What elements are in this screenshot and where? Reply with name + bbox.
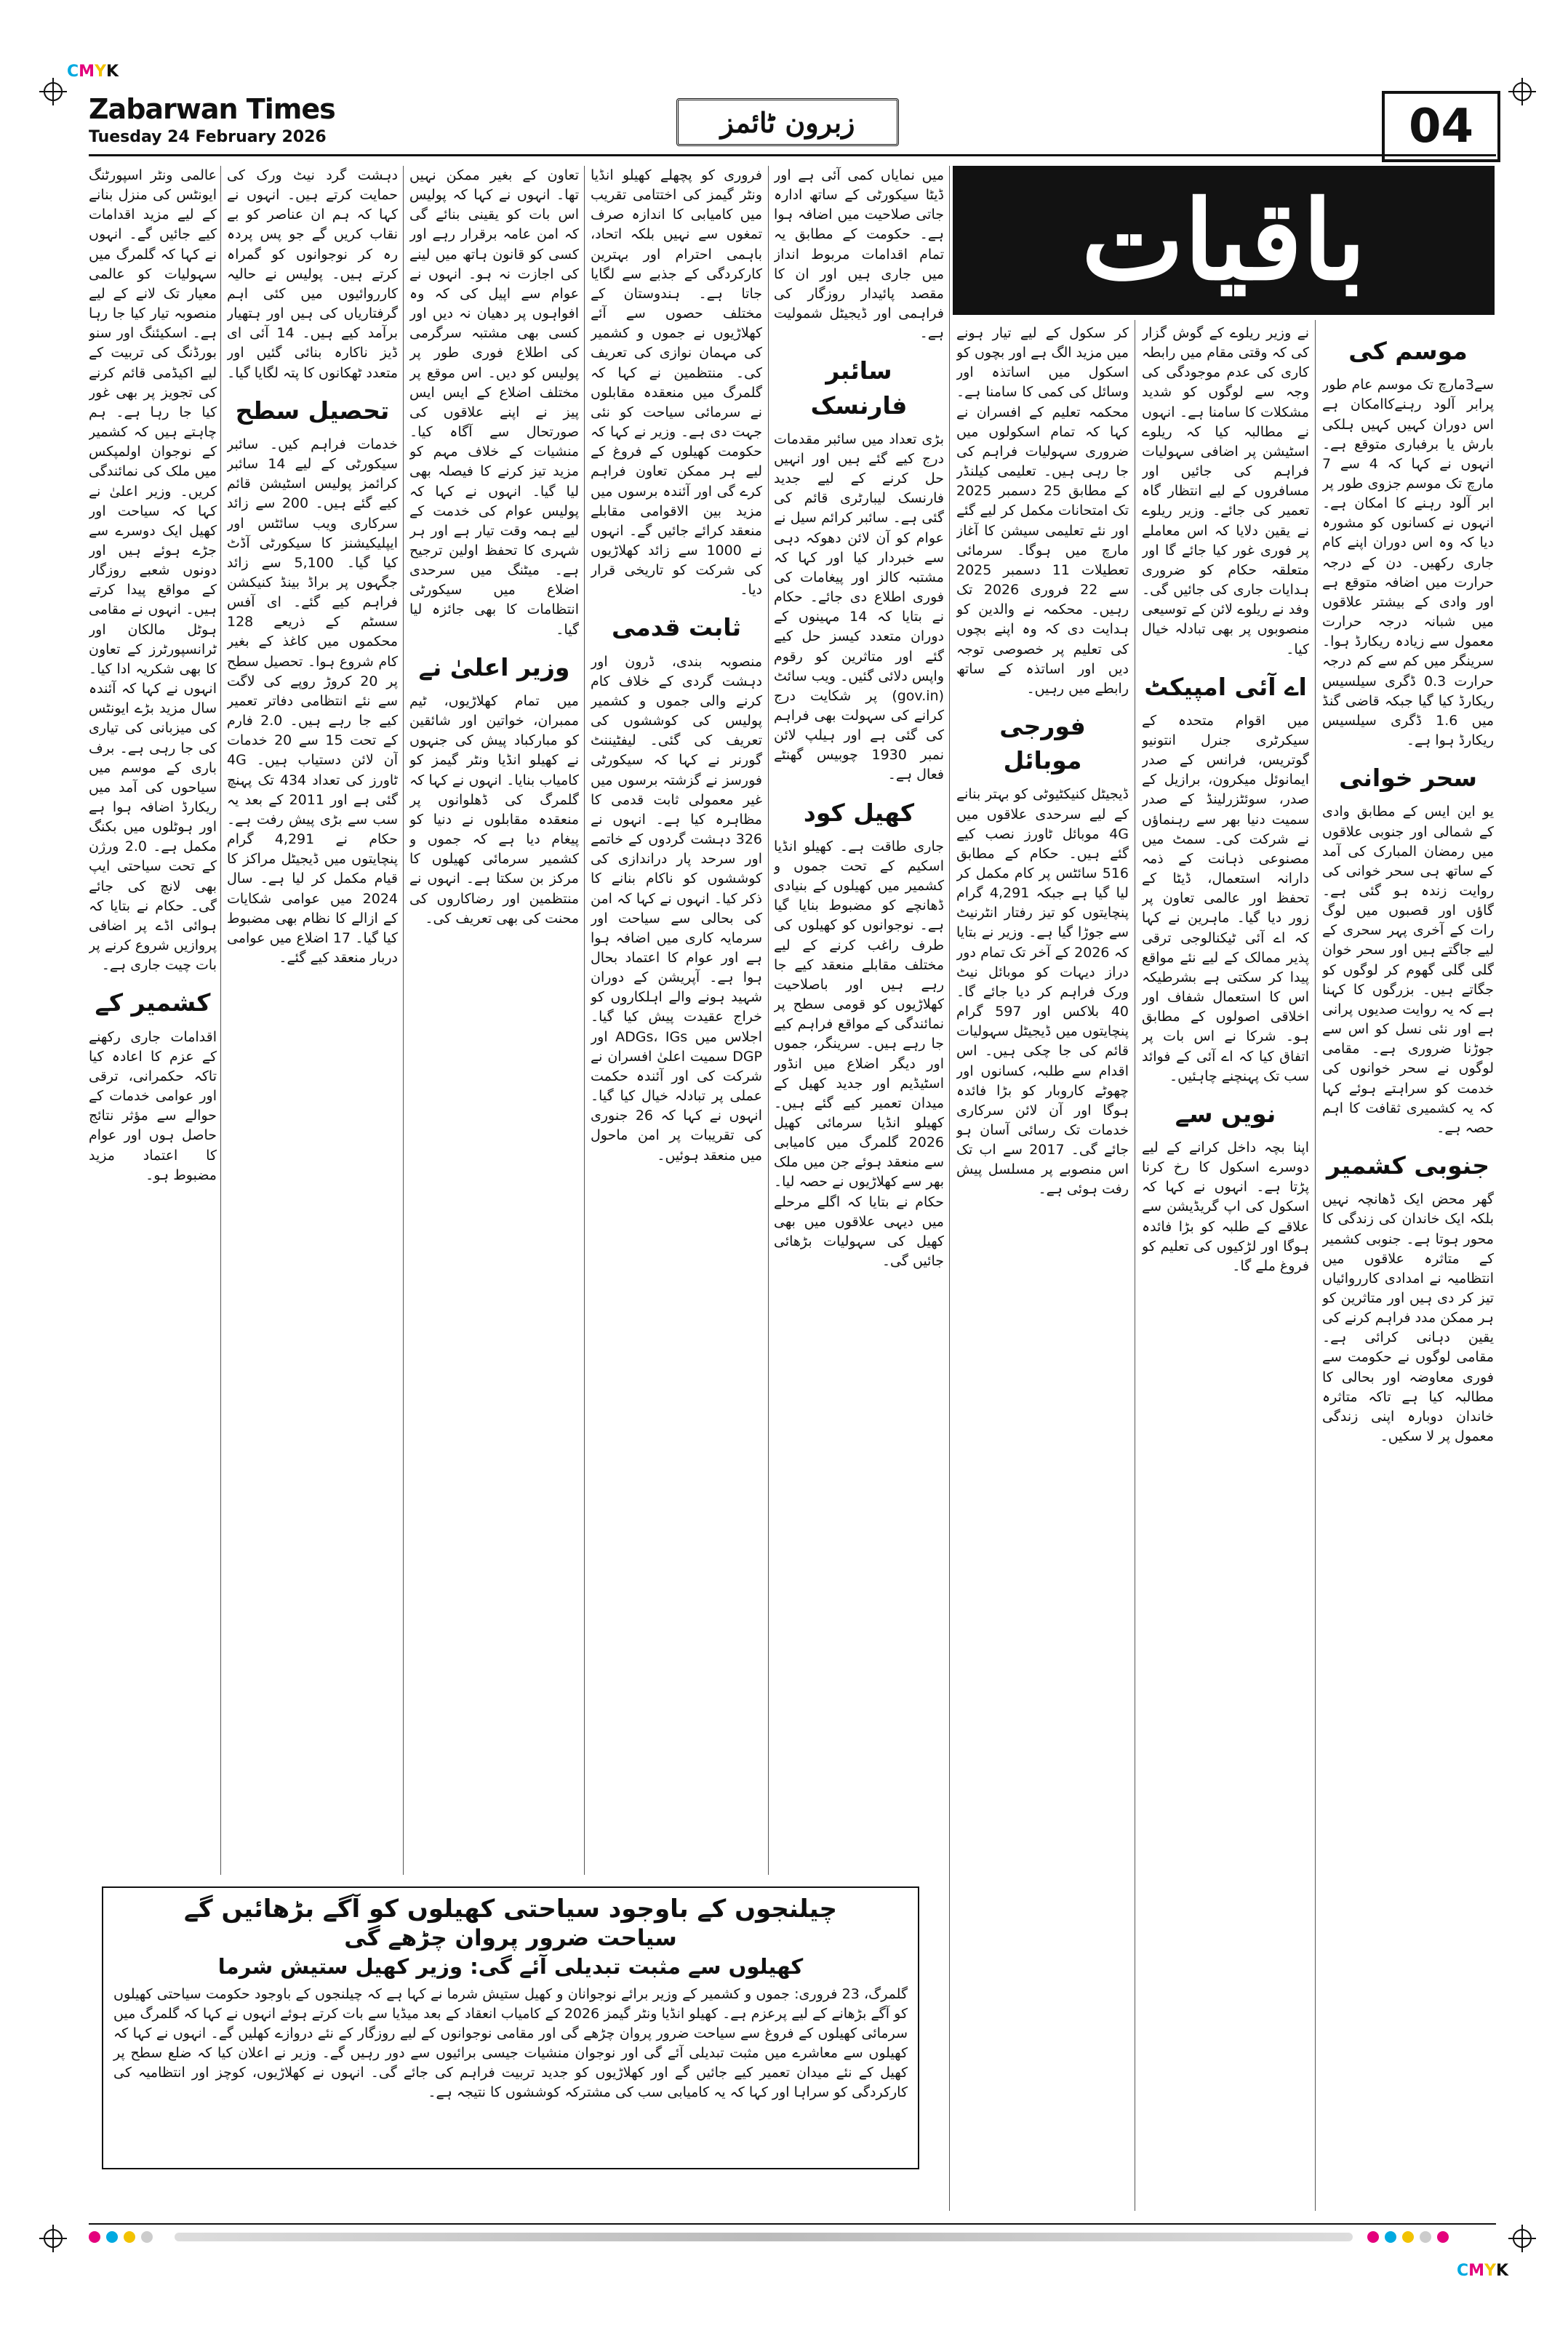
article-column-2: [1142, 324, 1309, 2214]
registration-mark-bottom-left: [44, 2229, 63, 2248]
urdu-logo-text: زبرون ٹائمز: [720, 105, 855, 139]
masthead-left: [89, 93, 335, 146]
section-banner: [953, 166, 1495, 315]
article-paragraph: میں تمام کھلاڑیوں، ٹیم ممبران، خواتین اور شائقین کو مبارکباد پیش کی جنہوں نے کھیلو انڈیا ونٹر گیمز کو کامیاب بنایا۔ انہوں نے کہا کہ گلمرگ کی ڈھلوانوں پر منعقدہ مقابلوں نے دنیا کو پیغام دیا ہے کہ جموں و کشمیر سرمائی کھیلوں کا مرکز بن سکتا ہے۔ انہوں نے منتظمین اور رضاکاروں کی محنت کی بھی تعریف کی۔: [409, 692, 579, 927]
article-paragraph: خدمات فراہم کیں۔ سائبر سیکورٹی کے لیے 14 سائبر کرائمز پولیس اسٹیشن قائم کیے گئے ہیں۔ 200 سے زائد سرکاری ویب سائٹس اور ایپلیکیشنز کا سیکورٹی آڈٹ کیا گیا۔ 5,100 سے زائد جگہوں پر براڈ بینڈ کنیکشن فراہم کیے گئے۔ ای آفس سسٹم کے ذریعے 128 محکموں میں کاغذ کے بغیر کام شروع ہوا۔ تحصیل سطح پر 20 کروڑ روپے کی لاگت سے نئے انتظامی دفاتر تعمیر کیے جا رہے ہیں۔ 2.0 فارم کے تحت 15 سے 20 خدمات آن لائن دستیاب ہیں۔ 4G ٹاورز کی تعداد 434 تک پہنچ گئی ہے اور 2011 کے بعد یہ سب سے بڑی پیش رفت ہے۔ حکام نے 4,291 گرام پنچایتوں میں ڈیجیٹل مراکز کا قیام مکمل کر لیا ہے۔ سال 2024 میں عوامی شکایات کے ازالے کا نظام بھی مضبوط کیا گیا۔ 17 اضلاع میں عوامی دربار منعقد کیے گئے۔: [227, 436, 398, 966]
article-column-1: [1322, 324, 1494, 2214]
column-rule: [220, 166, 221, 1875]
column-rule: [768, 166, 769, 1875]
registration-mark-bottom-right: [1513, 2229, 1532, 2248]
article-paragraph: بڑی تعداد میں سائبر مقدمات درج کیے گئے ہیں اور انہیں حل کرنے کے لیے جدید فارنسک لیبارٹری قائم کی گئی ہے۔ سائبر کرائم سیل نے عوام کو آن لائن دھوکہ دہی سے خبردار کیا اور کہا کہ مشتبہ کالز اور پیغامات کی فوری اطلاع دی جائے۔ حکام نے بتایا کہ 14 مہینوں کے دوران متعدد کیسز حل کیے گئے اور متاثرین کو رقوم واپس دلائی گئیں۔ ویب سائٹ (gov.in) پر شکایت درج کرانے کی سہولت بھی فراہم کی گئی ہے اور ہیلپ لائن نمبر 1930 چوبیس گھنٹے فعال ہے۔: [774, 431, 944, 783]
registration-mark-top-left: [44, 82, 63, 101]
article-column-7: [227, 166, 398, 1875]
column-rule: [403, 166, 404, 1875]
footer-rule: [89, 2223, 1496, 2225]
article-paragraph: عالمی ونٹر اسپورٹنگ ایونٹس کی منزل بنانے کے لیے مزید اقدامات کیے جائیں گے۔ انہوں نے کہا کہ گلمرگ میں سہولیات کو عالمی معیار تک لانے کے لیے منصوبہ تیار کیا جا رہا ہے۔ اسکیئنگ اور سنو بورڈنگ کی تربیت کے لیے اکیڈمی قائم کرنے کی تجویز پر بھی غور کیا جا رہا ہے۔ ہم چاہتے ہیں کہ کشمیر کے نوجوان اولمپکس میں ملک کی نمائندگی کریں۔ وزیر اعلیٰ نے کہا کہ سیاحت اور کھیل ایک دوسرے سے جڑے ہوئے ہیں اور دونوں شعبے روزگار کے مواقع پیدا کرتے ہیں۔ انہوں نے مقامی ہوٹل مالکان اور ٹرانسپورٹرز کے تعاون کا بھی شکریہ ادا کیا۔ انہوں نے کہا کہ آئندہ سال مزید بڑے ایونٹس کی میزبانی کی تیاری کی جا رہی ہے۔ برف باری کے موسم میں سیاحوں کی آمد میں ریکارڈ اضافہ ہوا ہے اور ہوٹلوں میں بکنگ مکمل ہے۔ 2.0 ورژن کے تحت سیاحتی ایپ بھی لانچ کی جائے گی۔ حکام نے بتایا کہ ہوائی اڈے پر اضافی پروازیں شروع کرنے پر بات چیت جاری ہے۔: [89, 167, 217, 974]
article-paragraph: اپنا بچہ داخل کرانے کے لیے دوسرے اسکول کا رخ کرنا پڑتا ہے۔ انہوں نے کہا کہ اسکول کی اپ گریڈیشن سے علاقے کے طلبہ کو بڑا فائدہ ہوگا اور لڑکیوں کی تعلیم کو فروغ ملے گا۔: [1142, 1140, 1309, 1274]
header-rule: [89, 154, 1496, 156]
column-heading: موسم کی: [1348, 337, 1468, 365]
article-paragraph: کر سکول کے لیے تیار ہونے میں مزید الگ ہے اور بچوں کو اسکول میں اساتذہ اور وسائل کی کمی کا سامنا ہے۔ محکمہ تعلیم کے افسران نے کہا کہ تمام اسکولوں میں ضروری سہولیات فراہم کی جا رہی ہیں۔ تعلیمی کیلنڈر کے مطابق 25 دسمبر 2025 تک امتحانات مکمل کر لیے گئے اور نئے تعلیمی سیشن کا آغاز مارچ میں ہوگا۔ سرمائی تعطیلات 11 دسمبر 2025 سے 22 فروری 2026 تک رہیں۔ محکمہ نے والدین کو ہدایت دی کہ وہ اپنے بچوں کی تعلیم پر خصوصی توجہ دیں اور اساتذہ کے ساتھ رابطے میں رہیں۔: [956, 325, 1129, 697]
boxed-story-subheadline: سیاحت ضرور پروان چڑھے گی: [344, 1925, 677, 1951]
column-heading: کھیل کود: [803, 798, 915, 827]
boxed-story: [102, 1886, 919, 2169]
column-heading: وزیر اعلیٰ نے: [418, 652, 570, 681]
column-heading: کشمیر کے: [95, 988, 211, 1017]
article-paragraph: جاری طاقت ہے۔ کھیلو انڈیا اسکیم کے تحت جموں و کشمیر میں کھیلوں کے بنیادی ڈھانچے کو مضبوط بنایا گیا ہے۔ نوجوانوں کو کھیلوں کی طرف راغب کرنے کے لیے مختلف مقابلے منعقد کیے جا رہے ہیں اور باصلاحیت کھلاڑیوں کو قومی سطح پر نمائندگی کے مواقع فراہم کیے جا رہے ہیں۔ سرینگر، جموں اور دیگر اضلاع میں انڈور اسٹیڈیم اور جدید کھیل کے میدان تعمیر کیے گئے ہیں۔ کھیلو انڈیا سرمائی کھیل 2026 گلمرگ میں کامیابی سے منعقد ہوئے جن میں ملک بھر سے کھلاڑیوں نے حصہ لیا۔ حکام نے بتایا کہ اگلے مرحلے میں دیہی علاقوں میں بھی کھیل کی سہولیات بڑھائی جائیں گی۔: [774, 838, 944, 1270]
column-heading: نویں سے: [1175, 1099, 1276, 1128]
boxed-story-body: گلمرگ، 23 فروری: جموں و کشمیر کے وزیر برائے نوجوانان و کھیل ستیش شرما نے کہا ہے کہ چیلنجوں کے باوجود حکومت سیاحتی کھیلوں کو آگے بڑھانے کے لیے پرعزم ہے۔ کھیلو انڈیا ونٹر گیمز 2026 کے کامیاب انعقاد کے بعد میڈیا سے بات کرتے ہوئے انہوں نے کہا کہ گلمرگ میں سرمائی کھیلوں کے فروغ سے سیاحت ضرور پروان چڑھے گی اور مقامی نوجوانوں کے لیے روزگار کے نئے دروازے کھلیں گے۔ انہوں نے کہا کہ کھیلوں سے معاشرے میں مثبت تبدیلی آئے گی اور نوجوان منشیات جیسی برائیوں سے دور رہیں گے۔ وزیر نے اعلان کیا کہ ضلع سطح پر کھیل کے نئے میدان تعمیر کیے جائیں گے اور کھلاڑیوں کو جدید تربیت فراہم کی جائے گی۔ انہوں نے کھلاڑیوں، کوچز اور انتظامیہ کی کارکردگی کو سراہا اور کہا کہ یہ کامیابی سب کی مشترکہ کوششوں کا نتیجہ ہے۔: [113, 1986, 908, 2100]
article-paragraph: دہشت گرد نیٹ ورک کی حمایت کرتے ہیں۔ انہوں نے کہا کہ ہم ان عناصر کو بے نقاب کریں گے جو پس پردہ رہ کر نوجوانوں کو گمراہ کرتے ہیں۔ پولیس نے حالیہ کارروائیوں میں کئی اہم گرفتاریاں کی ہیں اور ہتھیار برآمد کیے ہیں۔ 14 آئی ای ڈیز ناکارہ بنائی گئیں اور متعدد ٹھکانوں کا پتہ لگایا گیا۔: [227, 167, 398, 381]
article-column-5: [591, 166, 762, 1875]
article-paragraph: گھر محض ایک ڈھانچہ نہیں بلکہ ایک خاندان کی زندگی کا محور ہوتا ہے۔ جنوبی کشمیر کے متاثرہ علاقوں میں انتظامیہ نے امدادی کارروائیاں تیز کر دی ہیں اور متاثرین کو ہر ممکن مدد فراہم کرنے کی یقین دہانی کرائی ہے۔ مقامی لوگوں نے حکومت سے فوری معاوضہ اور بحالی کا مطالبہ کیا ہے تاکہ متاثرہ خاندان دوبارہ اپنی زندگی معمول پر لا سکیں۔: [1322, 1191, 1494, 1445]
issue-date: Tuesday 24 February 2026: [89, 128, 327, 146]
article-paragraph: نے وزیر ریلوے کے گوش گزار کی کہ وقتی مقام میں رابطہ کاری کی عدم موجودگی کی وجہ سے لوگوں کو شدید مشکلات کا سامنا ہے۔ انہوں نے مطالبہ کیا کہ ریلوے اسٹیشن پر اضافی سہولیات فراہم کی جائیں اور مسافروں کے لیے انتظار گاہ تعمیر کی جائے۔ وزیر ریلوے نے یقین دلایا کہ اس معاملے پر فوری غور کیا جائے گا اور متعلقہ حکام کو ضروری ہدایات جاری کی جائیں گی۔ وفد نے ریلوے لائن کے توسیعی منصوبوں پر بھی تبادلہ خیال کیا۔: [1142, 325, 1309, 657]
column-heading: ثابت قدمی: [611, 613, 742, 642]
column-heading: جنوبی کشمیر: [1326, 1151, 1490, 1180]
article-column-6: [409, 166, 579, 1875]
article-paragraph: ڈیجیٹل کنیکٹیوٹی کو بہتر بنانے کے لیے سرحدی علاقوں میں 4G موبائل ٹاورز نصب کیے گئے ہیں۔ حکام کے مطابق 516 سائٹس پر کام مکمل کر لیا گیا ہے جبکہ 4,291 گرام پنچایتوں کو تیز رفتار انٹرنیٹ سے جوڑا گیا ہے۔ وزیر نے بتایا کہ 2026 کے آخر تک تمام دور دراز دیہات کو موبائل نیٹ ورک فراہم کر دیا جائے گا۔ 40 بلاکس اور 597 گرام پنچایتوں میں ڈیجیٹل سہولیات قائم کی جا چکی ہیں۔ اس اقدام سے طلبہ، کسانوں اور چھوٹے کاروبار کو بڑا فائدہ ہوگا اور آن لائن سرکاری خدمات تک رسائی آسان ہو جائے گی۔ 2017 سے اب تک اس منصوبے پر مسلسل پیش رفت ہوئی ہے۔: [956, 786, 1129, 1198]
column-heading: تحصیل سطح: [235, 396, 390, 425]
article-paragraph: میں نمایاں کمی آئی ہے اور ڈیٹا سیکورٹی کے ساتھ ادارہ جاتی صلاحیت میں اضافہ ہوا ہے۔ حکومت کے مطابق یہ تمام اقدامات مربوط انداز میں جاری ہیں اور ان کا مقصد پائیدار روزگار کی فراہمی اور ڈیجیٹل شمولیت ہے۔: [774, 167, 944, 342]
column-heading: فورجی موبائل: [999, 711, 1086, 775]
article-column-8: [89, 166, 217, 1875]
article-paragraph: اقدامات جاری رکھنے کے عزم کا اعادہ کیا تاکہ حکمرانی، ترقی اور عوامی خدمات کے حوالے سے مؤثر نتائج حاصل ہوں اور عوام کا اعتماد مزید مضبوط ہو۔: [89, 1028, 217, 1183]
cmyk-mark-bottom: CMYK: [1457, 2262, 1509, 2280]
article-paragraph: فروری کو پچھلے کھیلو انڈیا ونٹر گیمز کی اختتامی تقریب میں کامیابی کا اندازہ صرف تمغوں سے نہیں بلکہ اتحاد، باہمی احترام اور بہترین کارکردگی کے جذبے سے لگایا جاتا ہے۔ ہندوستان کے مختلف حصوں سے آئے کھلاڑیوں نے جموں و کشمیر کی مہمان نوازی کی تعریف کی۔ منتظمین نے کہا کہ گلمرگ میں منعقدہ مقابلوں نے سرمائی سیاحت کو نئی جہت دی ہے۔ وزیر نے کہا کہ حکومت کھیلوں کے فروغ کے لیے ہر ممکن تعاون فراہم کرے گی اور آئندہ برسوں میں مزید بین الاقوامی مقابلے منعقد کرائے جائیں گے۔ انہوں نے 1000 سے زائد کھلاڑیوں کی شرکت کو تاریخی قرار دیا۔: [591, 167, 762, 599]
column-rule: [584, 166, 585, 1875]
article-paragraph: تعاون کے بغیر ممکن نہیں تھا۔ انہوں نے کہا کہ پولیس اس بات کو یقینی بنائے گی کہ امن عامہ برقرار رہے اور کسی کو قانون ہاتھ میں لینے کی اجازت نہ ہو۔ انہوں نے عوام سے اپیل کی کہ وہ افواہوں پر دھیان نہ دیں اور کسی بھی مشتبہ سرگرمی کی اطلاع فوری طور پر پولیس کو دیں۔ اس موقع پر مختلف اضلاع کے ایس ایس پیز نے اپنے علاقوں کی صورتحال سے آگاہ کیا۔ منشیات کے خلاف مہم کو مزید تیز کرنے کا فیصلہ بھی لیا گیا۔ انہوں نے کہا کہ پولیس عوام کی خدمت کے لیے ہمہ وقت تیار ہے اور ہر شہری کا تحفظ اولین ترجیح ہے۔ میٹنگ میں سرحدی اضلاع میں سیکورٹی انتظامات کا بھی جائزہ لیا گیا۔: [409, 167, 579, 638]
column-rule: [949, 166, 950, 2211]
section-banner-text: باقیات: [1081, 176, 1367, 305]
boxed-story-kicker: کھیلوں سے مثبت تبدیلی آئے گی: وزیر کھیل ستیش شرما: [217, 1954, 804, 1979]
color-dots-left: [89, 2231, 153, 2243]
article-paragraph: یو این ایس کے مطابق وادی کے شمالی اور جنوبی علاقوں میں رمضان المبارک کی آمد کے ساتھ ہی سحر خوانی کی روایت زندہ ہو گئی ہے۔ گاؤں اور قصبوں میں لوگ رات کے آخری پہر سحری کے لیے جاگتے ہیں اور سحر خوان گلی گلی گھوم کر لوگوں کو جگاتے ہیں۔ بزرگوں کا کہنا ہے کہ یہ روایت صدیوں پرانی ہے اور نئی نسل کو اس سے جوڑنا ضروری ہے۔ مقامی لوگوں نے سحر خوانوں کی خدمت کو سراہتے ہوئے کہا کہ یہ کشمیری ثقافت کا اہم حصہ ہے۔: [1322, 804, 1494, 1136]
cmyk-mark-top: CMYK: [67, 63, 119, 81]
article-paragraph: منصوبہ بندی، ڈرون اور دہشت گردی کے خلاف کام کرنے والی جموں و کشمیر پولیس کی کوششوں کی تعریف کی گئی۔ لیفٹیننٹ گورنر نے کہا کہ سیکورٹی فورسز نے گزشتہ برسوں میں غیر معمولی ثابت قدمی کا مظاہرہ کیا ہے۔ انہوں نے 326 دہشت گردوں کے خاتمے اور سرحد پار دراندازی کی کوششوں کو ناکام بنانے کا ذکر کیا۔ انہوں نے کہا کہ امن کی بحالی سے سیاحت اور سرمایہ کاری میں اضافہ ہوا ہے اور عوام کا اعتماد بحال ہوا ہے۔ آپریشن کے دوران شہید ہونے والے اہلکاروں کو خراج عقیدت پیش کیا گیا۔ اجلاس میں ADGs، IGs اور DGP سمیت اعلیٰ افسران نے شرکت کی اور آئندہ حکمت عملی پر تبادلہ خیال کیا گیا۔ انہوں نے کہا کہ 26 جنوری کی تقریبات پر امن ماحول میں منعقد ہوئیں۔: [591, 653, 762, 1164]
article-paragraph: سے3مارچ تک موسم عام طور پرابر آلود رہنےکاامکان ہے اس دوران کہیں کہیں ہلکی بارش یا برفباری متوقع ہے۔ انہوں نے کہا کہ 4 سے 7 مارچ تک موسم جزوی طور پر ابر آلود رہنے کا امکان ہے۔ انہوں نے کسانوں کو مشورہ دیا کہ وہ اس دوران اپنے کام جاری رکھیں۔ دن کے درجہ حرارت میں اضافہ متوقع ہے اور وادی کے بیشتر علاقوں میں شبانہ درجہ حرارت معمول سے زیادہ ریکارڈ ہوا۔ سرینگر میں کم سے کم درجہ حرارت 0.3 ڈگری سیلسیس ریکارڈ کیا گیا جبکہ قاضی گنڈ میں 1.6 ڈگری سیلسیس ریکارڈ ہوا ہے۔: [1322, 377, 1494, 748]
column-heading: سحر خوانی: [1339, 764, 1477, 793]
boxed-story-headline: چیلنجوں کے باوجود سیاحتی کھیلوں کو آگے بڑھائیں گے: [183, 1894, 838, 1924]
gray-strip-bar: [175, 2233, 1353, 2241]
urdu-logo: [676, 98, 899, 146]
color-dots-right: [1367, 2231, 1449, 2243]
page-number: 04: [1382, 91, 1500, 162]
paper-name: Zabarwan Times: [89, 93, 335, 125]
article-paragraph: میں اقوام متحدہ کے سیکرٹری جنرل انتونیو گوتریس، فرانس کے صدر ایمانوئل میکرون، برازیل کے صدر، سوئٹزرلینڈ کے صدر سمیت دنیا بھر سے رہنماؤں نے شرکت کی۔ سمٹ میں مصنوعی ذہانت کے ذمہ دارانہ استعمال، ڈیٹا کے تحفظ اور عالمی تعاون پر زور دیا گیا۔ ماہرین نے کہا کہ اے آئی ٹیکنالوجی ترقی پذیر ممالک کے لیے نئے مواقع پیدا کر سکتی ہے بشرطیکہ اس کا استعمال شفاف اور اخلاقی اصولوں کے مطابق ہو۔ شرکا نے اس بات پر اتفاق کیا کہ اے آئی کے فوائد سب تک پہنچنے چاہئیں۔: [1142, 712, 1309, 1084]
column-heading: سائبر فارنسک: [810, 356, 908, 420]
column-heading: اے آئی امپیکٹ: [1144, 672, 1307, 701]
column-rule: [1315, 320, 1316, 2211]
registration-mark-top-right: [1513, 82, 1532, 101]
article-column-3: [956, 324, 1129, 2214]
